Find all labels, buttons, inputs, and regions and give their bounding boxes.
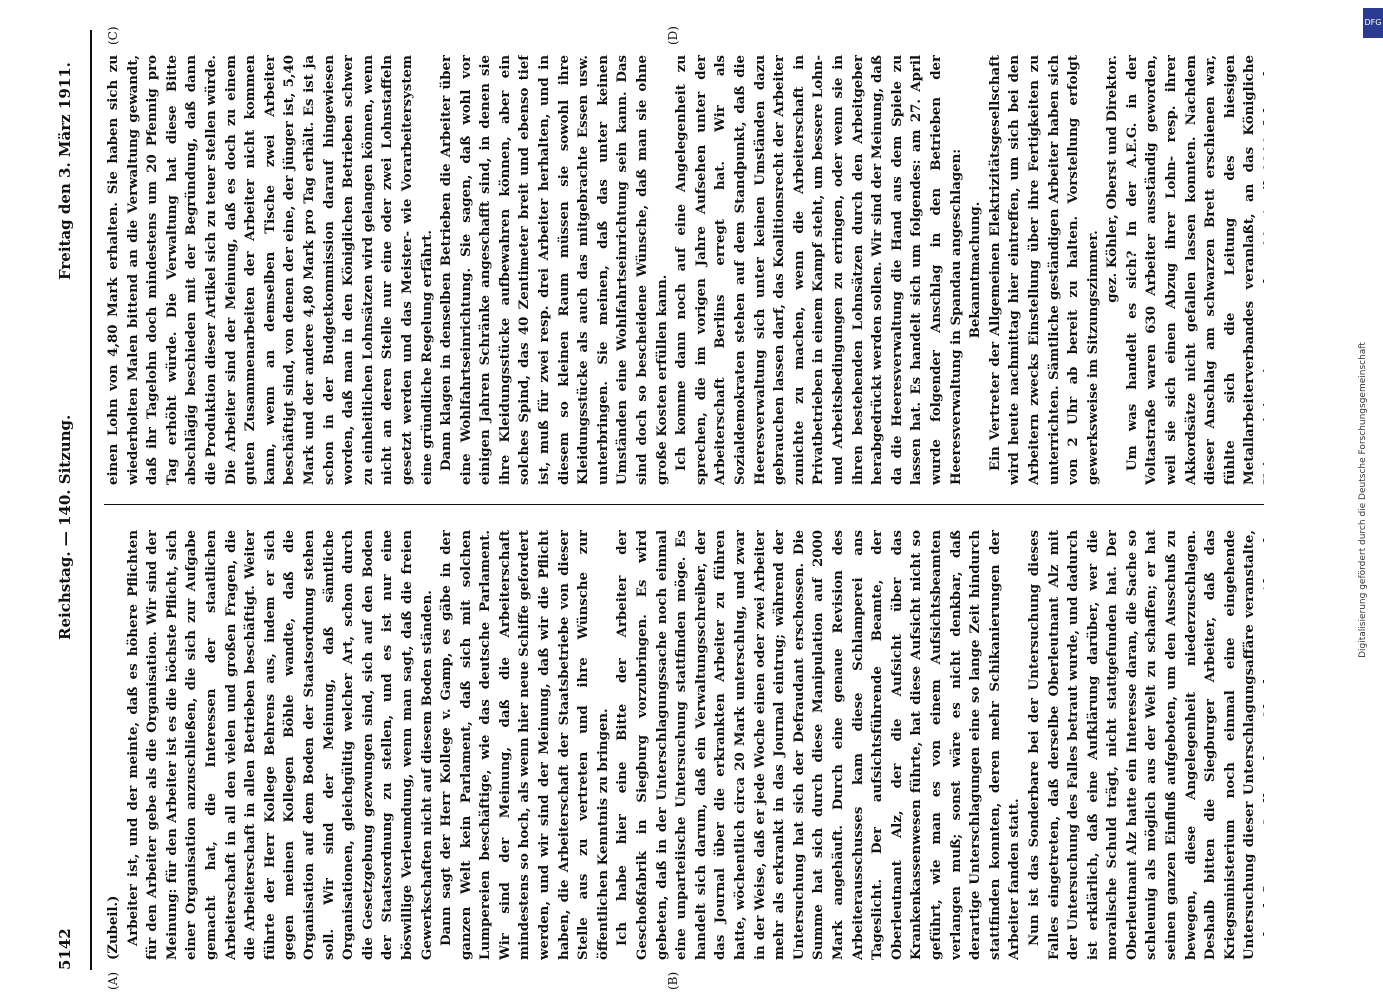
margin-mark-c: (C) [106, 26, 120, 45]
paragraph: Um was handelt es sich? In der A.E.G. in der Voltastraße waren 630 Arbeiter ausständig geworden, weil sie sich einen Abzug ihrer Lohn- resp. ihrer Akkordsätze nicht gefallen lassen konnten. Nachdem dieser Anschlag am schwarzen Brett erschienen war, fühlte sich die Leitung des hiesigen Metallarbeiterverbandes veranlaßt, an das Königliche [1124, 55, 1258, 485]
margin-mark-a: (A) [106, 971, 120, 990]
margin-mark-d: (D) [666, 26, 680, 45]
paragraph: Arbeiter ist, und der meinte, daß es höhere Pflichten für den Arbeiter gebe als die Organisation. Wir sind der Meinung: für den Arbeiter ist es die höchste Pflicht, sich einer Organisation anzuschließen, die sich zur Aufgabe gemacht hat, die Interessen der staatlichen Arbeiterschaft in all den vielen und großen Fragen, die die Arbeiterschaft in allen Betrieben beschäftigt. Weiter führte der Herr Kollege Behrens aus, indem er sich gegen meinen Kollegen Böhle wandte, daß die Organisation auf dem Boden der Staatsordnung stehen soll. Wir sind der Meinung, daß sämtliche Organisationen, gleichgültig welcher Art, schon durch die Gesetzgebung gezwungen sind, sich auf den Boden der Staatsordnung zu stellen, und es ist nur eine böswillige Verleumdung, wenn man sagt, daß die freien Gewerkschaften nicht auf diesem Boden ständen. [125, 530, 435, 960]
continuation-speaker: (Zubeil.) [106, 895, 121, 960]
right-column [104, 55, 1264, 485]
session-title: Reichstag. — 140. Sitzung. [56, 414, 74, 640]
digitization-credit: Digitalisierung gefördert durch die Deutsche Forschungsgemeinschaft [1358, 342, 1368, 658]
paragraph: Nun ist das Sonderbare bei der Untersuchung dieses Falles eingetreten, daß derselbe Oberleutnant Alz mit der Untersuchung des Falles betraut wurde, und dadurch ist erklärlich, daß eine Aufklärung darüber, wer die moralische Schuld trägt, nicht stattgefunden hat. Der Oberleutnant Alz hatte ein Interesse daran, die Sache so schleunig als möglich aus der Welt zu schaffen; er hat seinen ganzen Einfluß aufgeboten, um den Ausschuß zu bewegen, diese Angelegenheit niederzuschlagen. Deshalb bitten die Siegburger Arbeiter, daß das Kriegsministerium noch einmal eine eingehende Untersuchung dieser Unterschlagungsaffäre veranstalte, [1026, 530, 1258, 960]
session-date: Freitag den 3. März 1911. [56, 62, 74, 280]
paragraph: Ich komme dann noch auf eine Angelegenheit zu sprechen, die im vorigen Jahre Aufsehen unter der Arbeiterschaft Berlins erregt hat. Wir als Sozialdemokraten stehen auf dem Standpunkt, daß die Heeresverwaltung sich unter keinen Umständen dazu gebrauchen lassen darf, das Koalitionsrecht der Arbeiter zunichte zu machen, wenn die Arbeiterschaft in Privatbetrieben in einem Kampf steht, um bessere Lohn- und Arbeitsbedingungen zu erringen, oder wenn sie in ihren bestehenden Lohnsätzen durch den Arbeitgeber herabgedrückt werden sollen. Wir sind der Meinung, daß da die Heeresverwaltung die Hand aus dem Spiele zu lassen hat. Es handelt sich um folgendes: am 27. April wurde folgender Anschlag in den Betrieben der Heeresverwaltung in Spandau angeschlagen: [674, 55, 964, 485]
paragraph: einen Lohn von 4,80 Mark erhalten. Sie haben sich zu wiederholten Malen bittend an die Verwaltung gewandt, daß ihr Tagelohn doch mindestens um 20 Pfennig pro Tag erhöht würde. Die Verwaltung hat diese Bitte abschlägig beschieden mit der Begründung, daß dann die Produktion dieser Artikel sich zu teuer stellen würde. Die Arbeiter sind der Meinung, daß es doch zu einem guten Zusammenarbeiten der Arbeiter nicht kommen kann, wenn an demselben Tische zwei Arbeiter beschäftigt sind, von denen der eine, der jünger ist, 5,40 Mark und der andere 4,80 Mark pro Tag erhält. Es ist ja schon in der Budgetkommission darauf hingewiesen worden, daß man in den Königlichen Betrieben schwer zu einheitlichen Lohnsätzen wird gelangen können, wenn nicht an deren Stelle nur eine oder zwei Lohnstaffeln gesetzt werden und das Meister- wie Vorarbeitersystem eine gründliche Regelung erfährt. [106, 55, 435, 485]
dfg-logo: DFG [1363, 8, 1383, 38]
page-number: 5142 [56, 928, 74, 970]
margin-mark-b: (B) [666, 971, 680, 990]
left-column [104, 530, 1264, 960]
notice-title: Bekanntmachung. [968, 201, 984, 339]
paragraph: Dann klagen in denselben Betrieben die Arbeiter über eine Wohlfahrtseinrichtung. Sie sagen, daß wohl vor einigen Jahren Schränke angeschafft sind, in denen sie ihre Kleidungsstücke aufbewahren können, aber ein solches Spind, das 40 Zentimeter breit und ebenso tief ist, muß für zwei resp. drei Arbeiter herhalten, und in diesem so kleinen Raum müssen sie sowohl ihre Kleidungsstücke als auch das mitgebrachte Essen usw. unterbringen. Sie meinen, daß das unter keinen Umständen eine Wohlfahrtseinrichtung sein kann. Das sind doch so bescheidene Wünsche, daß man sie ohne große Kosten erfüllen kann. [439, 55, 670, 485]
paragraph: Dann sagt der Herr Kollege v. Gamp, es gäbe in der ganzen Welt kein Parlament, daß sich mit solchen Lumpereien beschäftige, wie das deutsche Parlament. Wir sind der Meinung, daß die Arbeiterschaft mindestens so hoch, als wenn hier neue Schiffe gefordert werden, und wir sind der Meinung, daß wir die Pflicht haben, die Arbeiterschaft der Staatsbetriebe von dieser Stelle aus zu vertreten und ihre Wünsche zur öffentlichen Kenntnis zu bringen. [439, 530, 611, 960]
notice-signature: gez. Köhler, Oberst und Direktor. [1105, 55, 1121, 303]
rotated-page [46, 10, 1336, 990]
header-rule [90, 30, 92, 970]
notice-body: Ein Vertreter der Allgemeinen Elektrizitätsgesellschaft wird heute nachmittag hier eintreffen, um sich bei den Arbeitern zwecks Einstellung über ihre Fertigkeiten zu unterrichten. Sämtliche geständigen Arbeiter haben sich von 2 Uhr ab bereit zu halten. Vorstellung erfolgt gewerksweise im Sitzungszimmer. [987, 55, 1101, 485]
paragraph: Ich habe hier eine Bitte der Arbeiter der Geschoßfabrik in Siegburg vorzubringen. Es wird gebeten, daß in der Unterschlagungssache noch einmal eine unparteiische Untersuchung stattfinden möge. Es handelt sich darum, daß ein Verwaltungsschreiber, der das Journal über die erkrankten Arbeiter zu führen hatte, wöchentlich circa 20 Mark unterschlug, und zwar in der Weise, daß er jede Woche einen oder zwei Arbeiter mehr als erkrankt in das Journal eintrug; während der Untersuchung hat sich der Defraudant erschossen. Die Summe hat sich durch diese Manipulation auf 2000 Mark angehäuft. Durch eine genaue Revision des Arbeiterausschusses kam diese Schlamperei ans Tageslicht. Der aufsichtsführende Beamte, der Oberleutnant Alz, der die Aufsicht über das Krankenkassenwesen führte, hat diese Aufsicht nicht so geführt, wie man es von einem Aufsichtsbeamten verlangen muß; sonst wäre es nicht denkbar, daß derartige Unterschlagungen eine so lange Zeit hindurch stattfinden konnten, deren mehr Schikanierungen der Arbeiter fanden statt. [615, 530, 1023, 960]
column-divider [104, 504, 1264, 505]
page-header [56, 30, 80, 970]
